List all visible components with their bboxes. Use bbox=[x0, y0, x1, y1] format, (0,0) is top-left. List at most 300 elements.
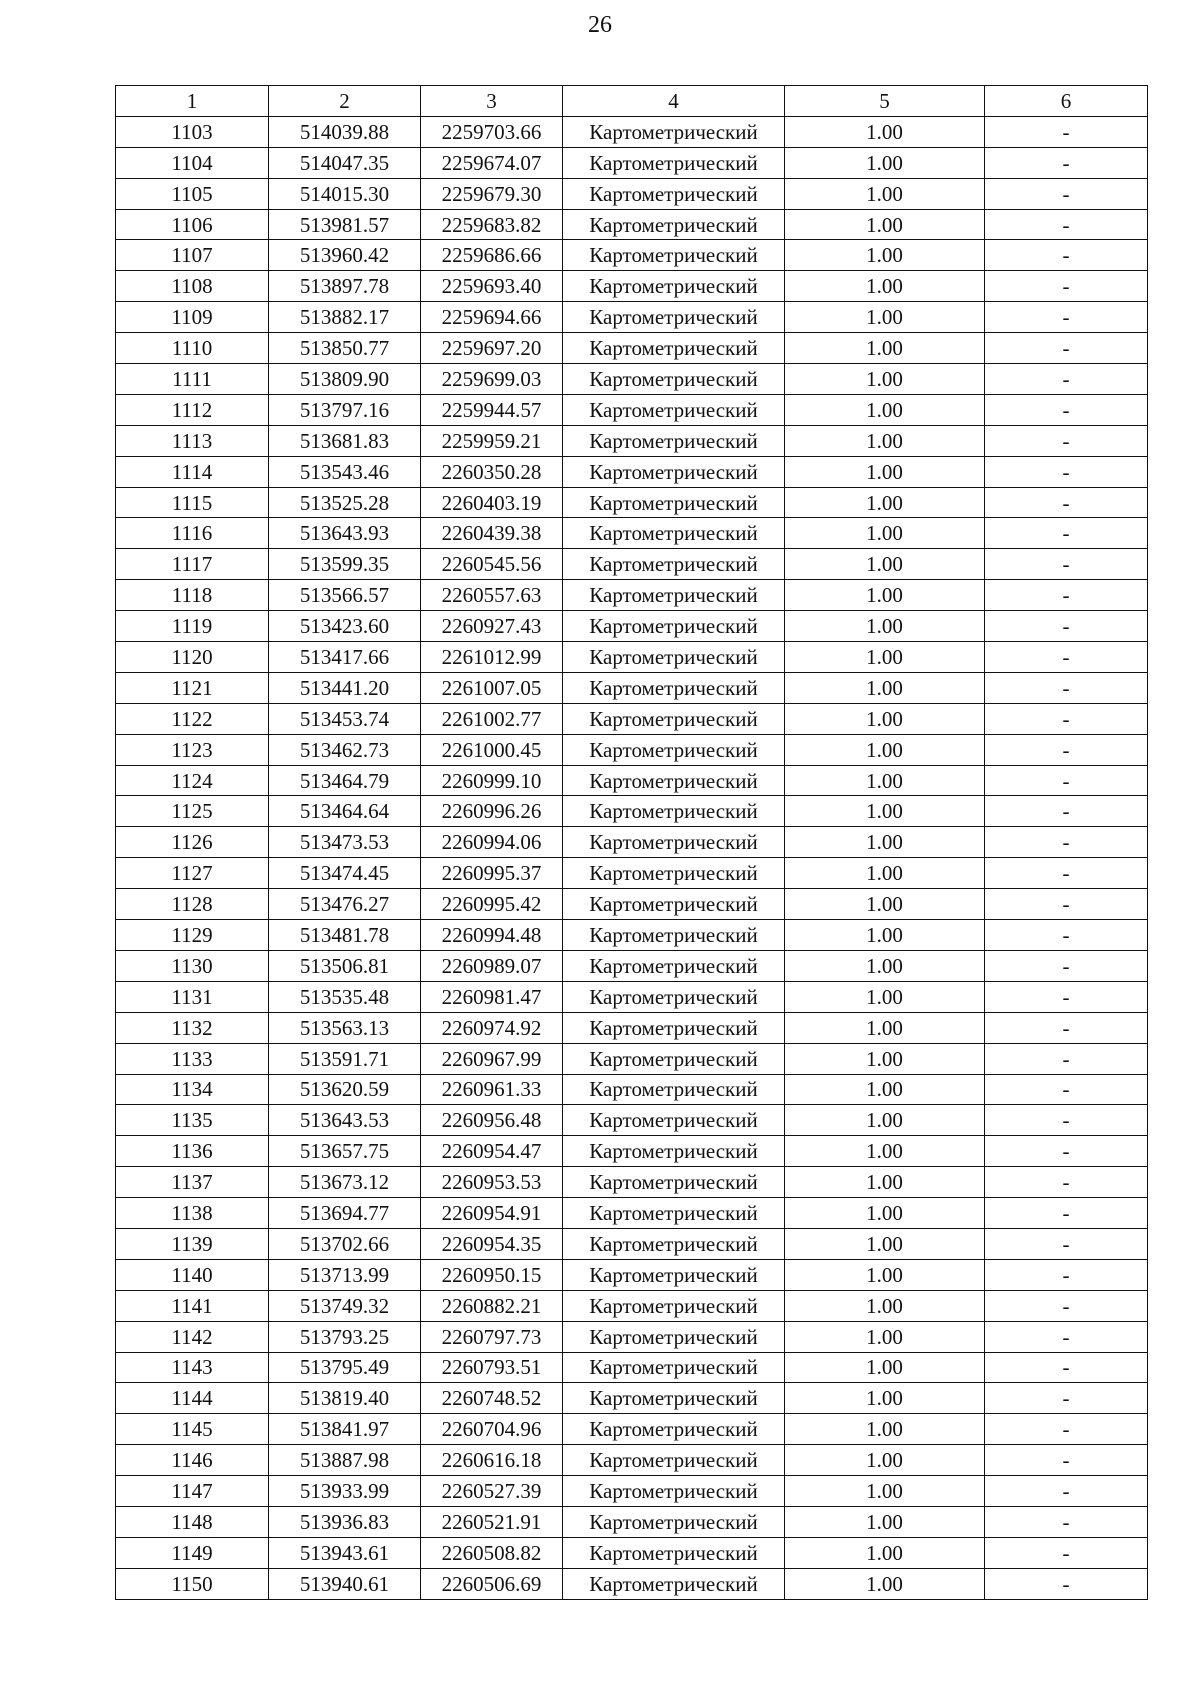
x-coordinate-cell: 513566.57 bbox=[269, 580, 421, 611]
point-number-cell: 1144 bbox=[116, 1383, 269, 1414]
description-cell: - bbox=[985, 1321, 1148, 1352]
description-cell: - bbox=[985, 1259, 1148, 1290]
description-cell: - bbox=[985, 611, 1148, 642]
y-coordinate-cell: 2260954.91 bbox=[421, 1198, 563, 1229]
method-cell: Картометрический bbox=[563, 1290, 785, 1321]
accuracy-cell: 1.00 bbox=[785, 672, 985, 703]
y-coordinate-cell: 2260506.69 bbox=[421, 1568, 563, 1599]
description-cell: - bbox=[985, 456, 1148, 487]
accuracy-cell: 1.00 bbox=[785, 1198, 985, 1229]
table-row bbox=[116, 364, 1148, 395]
y-coordinate-cell: 2259683.82 bbox=[421, 209, 563, 240]
accuracy-cell: 1.00 bbox=[785, 1290, 985, 1321]
accuracy-cell: 1.00 bbox=[785, 271, 985, 302]
description-cell: - bbox=[985, 1290, 1148, 1321]
table-header bbox=[116, 86, 1148, 117]
x-coordinate-cell: 513673.12 bbox=[269, 1167, 421, 1198]
table-row bbox=[116, 858, 1148, 889]
y-coordinate-cell: 2259699.03 bbox=[421, 364, 563, 395]
y-coordinate-cell: 2260994.48 bbox=[421, 920, 563, 951]
accuracy-cell: 1.00 bbox=[785, 611, 985, 642]
description-cell: - bbox=[985, 271, 1148, 302]
method-cell: Картометрический bbox=[563, 394, 785, 425]
accuracy-cell: 1.00 bbox=[785, 1537, 985, 1568]
description-cell: - bbox=[985, 364, 1148, 395]
method-cell: Картометрический bbox=[563, 889, 785, 920]
table-row bbox=[116, 580, 1148, 611]
method-cell: Картометрический bbox=[563, 1259, 785, 1290]
table-row bbox=[116, 209, 1148, 240]
method-cell: Картометрический bbox=[563, 271, 785, 302]
point-number-cell: 1115 bbox=[116, 487, 269, 518]
method-cell: Картометрический bbox=[563, 920, 785, 951]
table-row bbox=[116, 889, 1148, 920]
point-number-cell: 1119 bbox=[116, 611, 269, 642]
point-number-cell: 1142 bbox=[116, 1321, 269, 1352]
accuracy-cell: 1.00 bbox=[785, 425, 985, 456]
method-cell: Картометрический bbox=[563, 1568, 785, 1599]
x-coordinate-cell: 513441.20 bbox=[269, 672, 421, 703]
description-cell: - bbox=[985, 703, 1148, 734]
accuracy-cell: 1.00 bbox=[785, 1352, 985, 1383]
column-header-2: 2 bbox=[269, 86, 421, 117]
y-coordinate-cell: 2260793.51 bbox=[421, 1352, 563, 1383]
method-cell: Картометрический bbox=[563, 487, 785, 518]
table-row bbox=[116, 920, 1148, 951]
point-number-cell: 1103 bbox=[116, 116, 269, 147]
description-cell: - bbox=[985, 1445, 1148, 1476]
x-coordinate-cell: 513476.27 bbox=[269, 889, 421, 920]
table-row bbox=[116, 1198, 1148, 1229]
y-coordinate-cell: 2260508.82 bbox=[421, 1537, 563, 1568]
x-coordinate-cell: 513620.59 bbox=[269, 1074, 421, 1105]
x-coordinate-cell: 513657.75 bbox=[269, 1136, 421, 1167]
method-cell: Картометрический bbox=[563, 1074, 785, 1105]
description-cell: - bbox=[985, 1506, 1148, 1537]
description-cell: - bbox=[985, 240, 1148, 271]
table-body bbox=[116, 116, 1148, 1599]
table-row bbox=[116, 642, 1148, 673]
accuracy-cell: 1.00 bbox=[785, 796, 985, 827]
accuracy-cell: 1.00 bbox=[785, 178, 985, 209]
x-coordinate-cell: 513933.99 bbox=[269, 1476, 421, 1507]
description-cell: - bbox=[985, 116, 1148, 147]
point-number-cell: 1124 bbox=[116, 765, 269, 796]
accuracy-cell: 1.00 bbox=[785, 765, 985, 796]
table-row bbox=[116, 116, 1148, 147]
table-row bbox=[116, 1476, 1148, 1507]
accuracy-cell: 1.00 bbox=[785, 920, 985, 951]
x-coordinate-cell: 513681.83 bbox=[269, 425, 421, 456]
accuracy-cell: 1.00 bbox=[785, 518, 985, 549]
accuracy-cell: 1.00 bbox=[785, 116, 985, 147]
x-coordinate-cell: 513795.49 bbox=[269, 1352, 421, 1383]
accuracy-cell: 1.00 bbox=[785, 1043, 985, 1074]
x-coordinate-cell: 513819.40 bbox=[269, 1383, 421, 1414]
y-coordinate-cell: 2260748.52 bbox=[421, 1383, 563, 1414]
table-row bbox=[116, 271, 1148, 302]
x-coordinate-cell: 513473.53 bbox=[269, 827, 421, 858]
x-coordinate-cell: 513713.99 bbox=[269, 1259, 421, 1290]
table-row bbox=[116, 950, 1148, 981]
x-coordinate-cell: 513897.78 bbox=[269, 271, 421, 302]
y-coordinate-cell: 2260956.48 bbox=[421, 1105, 563, 1136]
method-cell: Картометрический bbox=[563, 240, 785, 271]
x-coordinate-cell: 513591.71 bbox=[269, 1043, 421, 1074]
table-row bbox=[116, 734, 1148, 765]
method-cell: Картометрический bbox=[563, 1012, 785, 1043]
x-coordinate-cell: 513882.17 bbox=[269, 302, 421, 333]
table-row bbox=[116, 333, 1148, 364]
point-number-cell: 1108 bbox=[116, 271, 269, 302]
point-number-cell: 1149 bbox=[116, 1537, 269, 1568]
y-coordinate-cell: 2260527.39 bbox=[421, 1476, 563, 1507]
table-row bbox=[116, 394, 1148, 425]
y-coordinate-cell: 2261000.45 bbox=[421, 734, 563, 765]
point-number-cell: 1113 bbox=[116, 425, 269, 456]
description-cell: - bbox=[985, 1198, 1148, 1229]
description-cell: - bbox=[985, 796, 1148, 827]
description-cell: - bbox=[985, 333, 1148, 364]
point-number-cell: 1110 bbox=[116, 333, 269, 364]
y-coordinate-cell: 2260704.96 bbox=[421, 1414, 563, 1445]
description-cell: - bbox=[985, 765, 1148, 796]
method-cell: Картометрический bbox=[563, 1476, 785, 1507]
y-coordinate-cell: 2260961.33 bbox=[421, 1074, 563, 1105]
description-cell: - bbox=[985, 1568, 1148, 1599]
method-cell: Картометрический bbox=[563, 981, 785, 1012]
x-coordinate-cell: 513525.28 bbox=[269, 487, 421, 518]
x-coordinate-cell: 513809.90 bbox=[269, 364, 421, 395]
x-coordinate-cell: 513643.93 bbox=[269, 518, 421, 549]
y-coordinate-cell: 2261012.99 bbox=[421, 642, 563, 673]
y-coordinate-cell: 2260950.15 bbox=[421, 1259, 563, 1290]
accuracy-cell: 1.00 bbox=[785, 1568, 985, 1599]
y-coordinate-cell: 2259694.66 bbox=[421, 302, 563, 333]
point-number-cell: 1146 bbox=[116, 1445, 269, 1476]
point-number-cell: 1143 bbox=[116, 1352, 269, 1383]
point-number-cell: 1111 bbox=[116, 364, 269, 395]
y-coordinate-cell: 2260953.53 bbox=[421, 1167, 563, 1198]
accuracy-cell: 1.00 bbox=[785, 580, 985, 611]
accuracy-cell: 1.00 bbox=[785, 1506, 985, 1537]
x-coordinate-cell: 513643.53 bbox=[269, 1105, 421, 1136]
accuracy-cell: 1.00 bbox=[785, 950, 985, 981]
point-number-cell: 1147 bbox=[116, 1476, 269, 1507]
x-coordinate-cell: 513797.16 bbox=[269, 394, 421, 425]
x-coordinate-cell: 513453.74 bbox=[269, 703, 421, 734]
y-coordinate-cell: 2260999.10 bbox=[421, 765, 563, 796]
x-coordinate-cell: 513481.78 bbox=[269, 920, 421, 951]
method-cell: Картометрический bbox=[563, 858, 785, 889]
point-number-cell: 1139 bbox=[116, 1228, 269, 1259]
description-cell: - bbox=[985, 1476, 1148, 1507]
method-cell: Картометрический bbox=[563, 1383, 785, 1414]
accuracy-cell: 1.00 bbox=[785, 1383, 985, 1414]
column-header-6: 6 bbox=[985, 86, 1148, 117]
x-coordinate-cell: 513423.60 bbox=[269, 611, 421, 642]
table-row bbox=[116, 549, 1148, 580]
point-number-cell: 1140 bbox=[116, 1259, 269, 1290]
x-coordinate-cell: 513563.13 bbox=[269, 1012, 421, 1043]
method-cell: Картометрический bbox=[563, 1228, 785, 1259]
x-coordinate-cell: 513694.77 bbox=[269, 1198, 421, 1229]
description-cell: - bbox=[985, 827, 1148, 858]
page-number: 26 bbox=[588, 12, 612, 38]
table-row bbox=[116, 1228, 1148, 1259]
method-cell: Картометрический bbox=[563, 1506, 785, 1537]
method-cell: Картометрический bbox=[563, 765, 785, 796]
y-coordinate-cell: 2259944.57 bbox=[421, 394, 563, 425]
point-number-cell: 1109 bbox=[116, 302, 269, 333]
accuracy-cell: 1.00 bbox=[785, 394, 985, 425]
point-number-cell: 1138 bbox=[116, 1198, 269, 1229]
description-cell: - bbox=[985, 981, 1148, 1012]
description-cell: - bbox=[985, 734, 1148, 765]
table-row bbox=[116, 1290, 1148, 1321]
description-cell: - bbox=[985, 889, 1148, 920]
table-row bbox=[116, 1506, 1148, 1537]
coordinates-table bbox=[115, 85, 1148, 1600]
table-row bbox=[116, 240, 1148, 271]
method-cell: Картометрический bbox=[563, 549, 785, 580]
accuracy-cell: 1.00 bbox=[785, 827, 985, 858]
method-cell: Картометрический bbox=[563, 950, 785, 981]
accuracy-cell: 1.00 bbox=[785, 1136, 985, 1167]
y-coordinate-cell: 2260797.73 bbox=[421, 1321, 563, 1352]
x-coordinate-cell: 513462.73 bbox=[269, 734, 421, 765]
y-coordinate-cell: 2260439.38 bbox=[421, 518, 563, 549]
y-coordinate-cell: 2260989.07 bbox=[421, 950, 563, 981]
table-row bbox=[116, 1167, 1148, 1198]
description-cell: - bbox=[985, 1167, 1148, 1198]
y-coordinate-cell: 2260882.21 bbox=[421, 1290, 563, 1321]
y-coordinate-cell: 2259959.21 bbox=[421, 425, 563, 456]
table-row bbox=[116, 487, 1148, 518]
y-coordinate-cell: 2260974.92 bbox=[421, 1012, 563, 1043]
y-coordinate-cell: 2260954.35 bbox=[421, 1228, 563, 1259]
accuracy-cell: 1.00 bbox=[785, 1167, 985, 1198]
accuracy-cell: 1.00 bbox=[785, 1259, 985, 1290]
point-number-cell: 1131 bbox=[116, 981, 269, 1012]
y-coordinate-cell: 2260954.47 bbox=[421, 1136, 563, 1167]
x-coordinate-cell: 513793.25 bbox=[269, 1321, 421, 1352]
table-row bbox=[116, 796, 1148, 827]
x-coordinate-cell: 513850.77 bbox=[269, 333, 421, 364]
point-number-cell: 1129 bbox=[116, 920, 269, 951]
y-coordinate-cell: 2260996.26 bbox=[421, 796, 563, 827]
accuracy-cell: 1.00 bbox=[785, 1228, 985, 1259]
accuracy-cell: 1.00 bbox=[785, 240, 985, 271]
method-cell: Картометрический bbox=[563, 425, 785, 456]
y-coordinate-cell: 2260967.99 bbox=[421, 1043, 563, 1074]
table-row bbox=[116, 827, 1148, 858]
description-cell: - bbox=[985, 1383, 1148, 1414]
y-coordinate-cell: 2260350.28 bbox=[421, 456, 563, 487]
method-cell: Картометрический bbox=[563, 827, 785, 858]
table-row bbox=[116, 611, 1148, 642]
table-row bbox=[116, 518, 1148, 549]
description-cell: - bbox=[985, 1043, 1148, 1074]
y-coordinate-cell: 2260557.63 bbox=[421, 580, 563, 611]
method-cell: Картометрический bbox=[563, 147, 785, 178]
accuracy-cell: 1.00 bbox=[785, 734, 985, 765]
accuracy-cell: 1.00 bbox=[785, 858, 985, 889]
method-cell: Картометрический bbox=[563, 1352, 785, 1383]
point-number-cell: 1120 bbox=[116, 642, 269, 673]
table-row bbox=[116, 1074, 1148, 1105]
x-coordinate-cell: 513543.46 bbox=[269, 456, 421, 487]
point-number-cell: 1134 bbox=[116, 1074, 269, 1105]
x-coordinate-cell: 513464.64 bbox=[269, 796, 421, 827]
accuracy-cell: 1.00 bbox=[785, 147, 985, 178]
accuracy-cell: 1.00 bbox=[785, 333, 985, 364]
table-row bbox=[116, 1414, 1148, 1445]
y-coordinate-cell: 2259674.07 bbox=[421, 147, 563, 178]
table-row bbox=[116, 302, 1148, 333]
method-cell: Картометрический bbox=[563, 1105, 785, 1136]
method-cell: Картометрический bbox=[563, 178, 785, 209]
description-cell: - bbox=[985, 425, 1148, 456]
column-header-5: 5 bbox=[785, 86, 985, 117]
point-number-cell: 1132 bbox=[116, 1012, 269, 1043]
table-row bbox=[116, 1136, 1148, 1167]
point-number-cell: 1150 bbox=[116, 1568, 269, 1599]
x-coordinate-cell: 513417.66 bbox=[269, 642, 421, 673]
point-number-cell: 1141 bbox=[116, 1290, 269, 1321]
description-cell: - bbox=[985, 580, 1148, 611]
method-cell: Картометрический bbox=[563, 1136, 785, 1167]
accuracy-cell: 1.00 bbox=[785, 703, 985, 734]
point-number-cell: 1114 bbox=[116, 456, 269, 487]
accuracy-cell: 1.00 bbox=[785, 1414, 985, 1445]
y-coordinate-cell: 2260995.42 bbox=[421, 889, 563, 920]
x-coordinate-cell: 513474.45 bbox=[269, 858, 421, 889]
point-number-cell: 1112 bbox=[116, 394, 269, 425]
description-cell: - bbox=[985, 642, 1148, 673]
x-coordinate-cell: 513960.42 bbox=[269, 240, 421, 271]
y-coordinate-cell: 2260521.91 bbox=[421, 1506, 563, 1537]
table-row bbox=[116, 1259, 1148, 1290]
table-row bbox=[116, 981, 1148, 1012]
y-coordinate-cell: 2260927.43 bbox=[421, 611, 563, 642]
x-coordinate-cell: 513936.83 bbox=[269, 1506, 421, 1537]
accuracy-cell: 1.00 bbox=[785, 1445, 985, 1476]
x-coordinate-cell: 513940.61 bbox=[269, 1568, 421, 1599]
description-cell: - bbox=[985, 950, 1148, 981]
table-row bbox=[116, 456, 1148, 487]
method-cell: Картометрический bbox=[563, 518, 785, 549]
description-cell: - bbox=[985, 518, 1148, 549]
method-cell: Картометрический bbox=[563, 302, 785, 333]
description-cell: - bbox=[985, 1352, 1148, 1383]
method-cell: Картометрический bbox=[563, 333, 785, 364]
accuracy-cell: 1.00 bbox=[785, 456, 985, 487]
accuracy-cell: 1.00 bbox=[785, 302, 985, 333]
point-number-cell: 1118 bbox=[116, 580, 269, 611]
description-cell: - bbox=[985, 1136, 1148, 1167]
y-coordinate-cell: 2260545.56 bbox=[421, 549, 563, 580]
y-coordinate-cell: 2261002.77 bbox=[421, 703, 563, 734]
accuracy-cell: 1.00 bbox=[785, 364, 985, 395]
accuracy-cell: 1.00 bbox=[785, 1105, 985, 1136]
description-cell: - bbox=[985, 1228, 1148, 1259]
accuracy-cell: 1.00 bbox=[785, 1012, 985, 1043]
accuracy-cell: 1.00 bbox=[785, 549, 985, 580]
method-cell: Картометрический bbox=[563, 1043, 785, 1074]
method-cell: Картометрический bbox=[563, 703, 785, 734]
description-cell: - bbox=[985, 549, 1148, 580]
table-row bbox=[116, 425, 1148, 456]
method-cell: Картометрический bbox=[563, 1537, 785, 1568]
description-cell: - bbox=[985, 1537, 1148, 1568]
y-coordinate-cell: 2260994.06 bbox=[421, 827, 563, 858]
table-row bbox=[116, 1321, 1148, 1352]
table-row bbox=[116, 1537, 1148, 1568]
point-number-cell: 1104 bbox=[116, 147, 269, 178]
point-number-cell: 1105 bbox=[116, 178, 269, 209]
accuracy-cell: 1.00 bbox=[785, 1074, 985, 1105]
description-cell: - bbox=[985, 1105, 1148, 1136]
table-row bbox=[116, 178, 1148, 209]
description-cell: - bbox=[985, 147, 1148, 178]
point-number-cell: 1122 bbox=[116, 703, 269, 734]
table-row bbox=[116, 1383, 1148, 1414]
y-coordinate-cell: 2260981.47 bbox=[421, 981, 563, 1012]
description-cell: - bbox=[985, 920, 1148, 951]
table-row bbox=[116, 1352, 1148, 1383]
y-coordinate-cell: 2259693.40 bbox=[421, 271, 563, 302]
description-cell: - bbox=[985, 1414, 1148, 1445]
point-number-cell: 1133 bbox=[116, 1043, 269, 1074]
method-cell: Картометрический bbox=[563, 796, 785, 827]
method-cell: Картометрический bbox=[563, 672, 785, 703]
method-cell: Картометрический bbox=[563, 1445, 785, 1476]
point-number-cell: 1123 bbox=[116, 734, 269, 765]
x-coordinate-cell: 513981.57 bbox=[269, 209, 421, 240]
y-coordinate-cell: 2259703.66 bbox=[421, 116, 563, 147]
description-cell: - bbox=[985, 302, 1148, 333]
point-number-cell: 1130 bbox=[116, 950, 269, 981]
x-coordinate-cell: 513887.98 bbox=[269, 1445, 421, 1476]
x-coordinate-cell: 514047.35 bbox=[269, 147, 421, 178]
method-cell: Картометрический bbox=[563, 1167, 785, 1198]
method-cell: Картометрический bbox=[563, 364, 785, 395]
table-row bbox=[116, 147, 1148, 178]
y-coordinate-cell: 2261007.05 bbox=[421, 672, 563, 703]
x-coordinate-cell: 513506.81 bbox=[269, 950, 421, 981]
column-header-1: 1 bbox=[116, 86, 269, 117]
table-row bbox=[116, 1568, 1148, 1599]
description-cell: - bbox=[985, 487, 1148, 518]
y-coordinate-cell: 2260616.18 bbox=[421, 1445, 563, 1476]
description-cell: - bbox=[985, 672, 1148, 703]
method-cell: Картометрический bbox=[563, 580, 785, 611]
accuracy-cell: 1.00 bbox=[785, 209, 985, 240]
point-number-cell: 1137 bbox=[116, 1167, 269, 1198]
point-number-cell: 1107 bbox=[116, 240, 269, 271]
x-coordinate-cell: 514039.88 bbox=[269, 116, 421, 147]
point-number-cell: 1128 bbox=[116, 889, 269, 920]
table-row bbox=[116, 765, 1148, 796]
accuracy-cell: 1.00 bbox=[785, 889, 985, 920]
point-number-cell: 1117 bbox=[116, 549, 269, 580]
x-coordinate-cell: 513702.66 bbox=[269, 1228, 421, 1259]
method-cell: Картометрический bbox=[563, 642, 785, 673]
method-cell: Картометрический bbox=[563, 611, 785, 642]
y-coordinate-cell: 2260995.37 bbox=[421, 858, 563, 889]
point-number-cell: 1125 bbox=[116, 796, 269, 827]
